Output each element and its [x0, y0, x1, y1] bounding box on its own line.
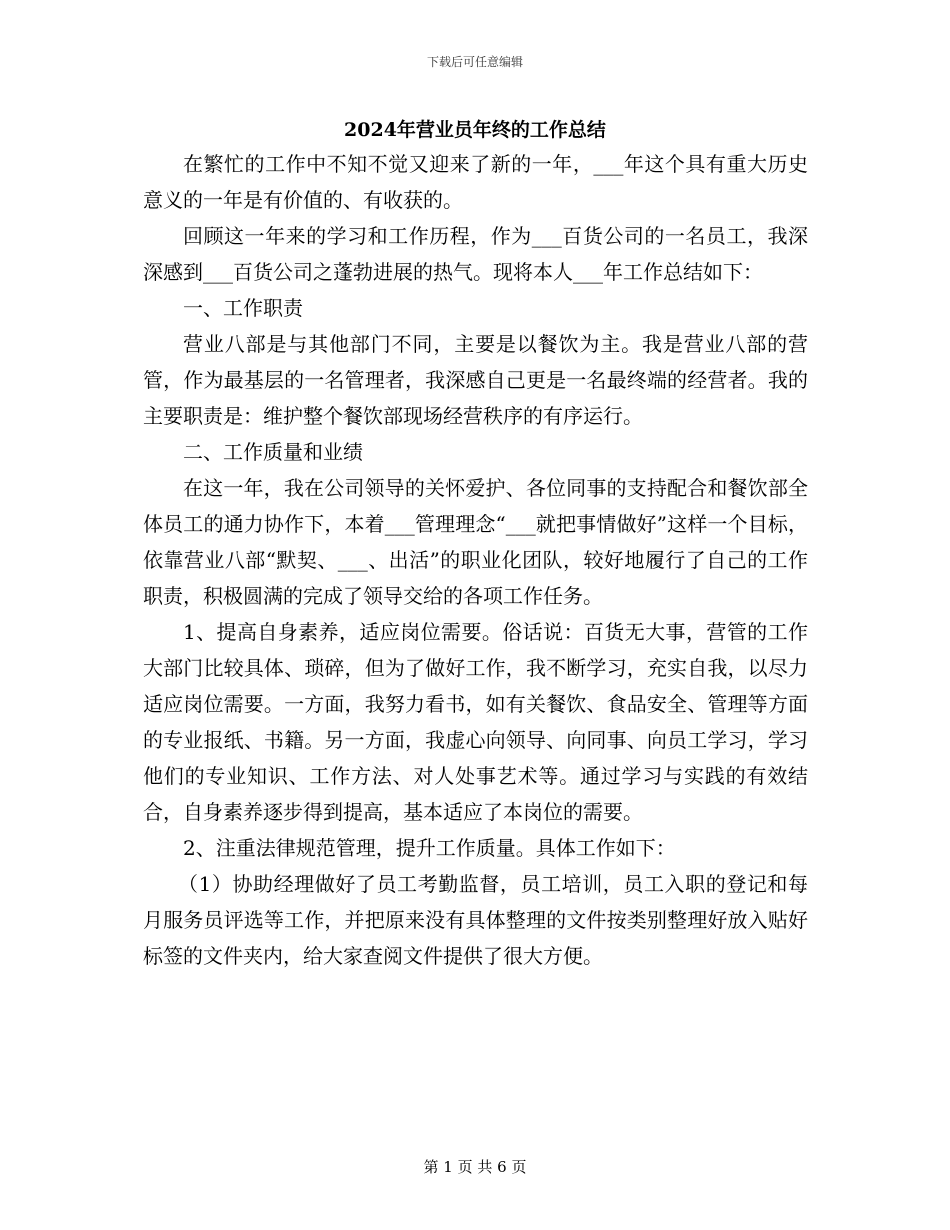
paragraph-review: 回顾这一年来的学习和工作历程，作为___百货公司的一名员工，我深深感到___百货公司之蓬勃进展的热气。现将本人___年工作总结如下：: [143, 224, 808, 284]
paragraph-subpoint-1: （1）协助经理做好了员工考勤监督，员工培训，员工入职的登记和每月服务员评选等工作，并把原来没有具体整理的文件按类别整理好放入贴好标签的文件夹内，给大家查阅文件提供了很大方便。: [143, 872, 808, 968]
document-body: [143, 146, 808, 974]
paragraph-point-2: 2、注重法律规范管理，提升工作质量。具体工作如下：: [183, 836, 676, 860]
paragraph-intro: 在繁忙的工作中不知不觉又迎来了新的一年，___年这个具有重大历史意义的一年是有价值的、有收获的。: [143, 152, 808, 212]
paragraph-point-1: 1、提高自身素养，适应岗位需要。俗话说：百货无大事，营管的工作大部门比较具体、琐碎，但为了做好工作，我不断学习，充实自我，以尽力适应岗位需要。一方面，我努力看书，如有关餐饮、食品安全、管理等方面的专业报纸、书籍。另一方面，我虚心向领导、向同事、向员工学习，学习他们的专业知识、工作方法、对人处事艺术等。通过学习与实践的有效结合，自身素养逐步得到提高，基本适应了本岗位的需要。: [143, 620, 808, 824]
document-title: 2024年营业员年终的工作总结: [344, 119, 606, 141]
page-header-note: 下载后可任意编辑: [426, 55, 523, 69]
page-number: 第 1 页 共 6 页: [423, 1158, 527, 1176]
paragraph-duties: 营业八部是与其他部门不同，主要是以餐饮为主。我是营业八部的营管，作为最基层的一名管理者，我深感自己更是一名最终端的经营者。我的主要职责是：维护整个餐饮部现场经营秩序的有序运行。: [143, 332, 808, 428]
paragraph-performance: 在这一年，我在公司领导的关怀爱护、各位同事的支持配合和餐饮部全体员工的通力协作下，本着___管理理念“___就把事情做好”这样一个目标，依靠营业八部“默契、___、出活”的职业化团队，较好地履行了自己的工作职责，积极圆满的完成了领导交给的各项工作任务。: [143, 476, 808, 608]
heading-performance: 二、工作质量和业绩: [183, 440, 363, 464]
heading-duties: 一、工作职责: [183, 296, 303, 320]
